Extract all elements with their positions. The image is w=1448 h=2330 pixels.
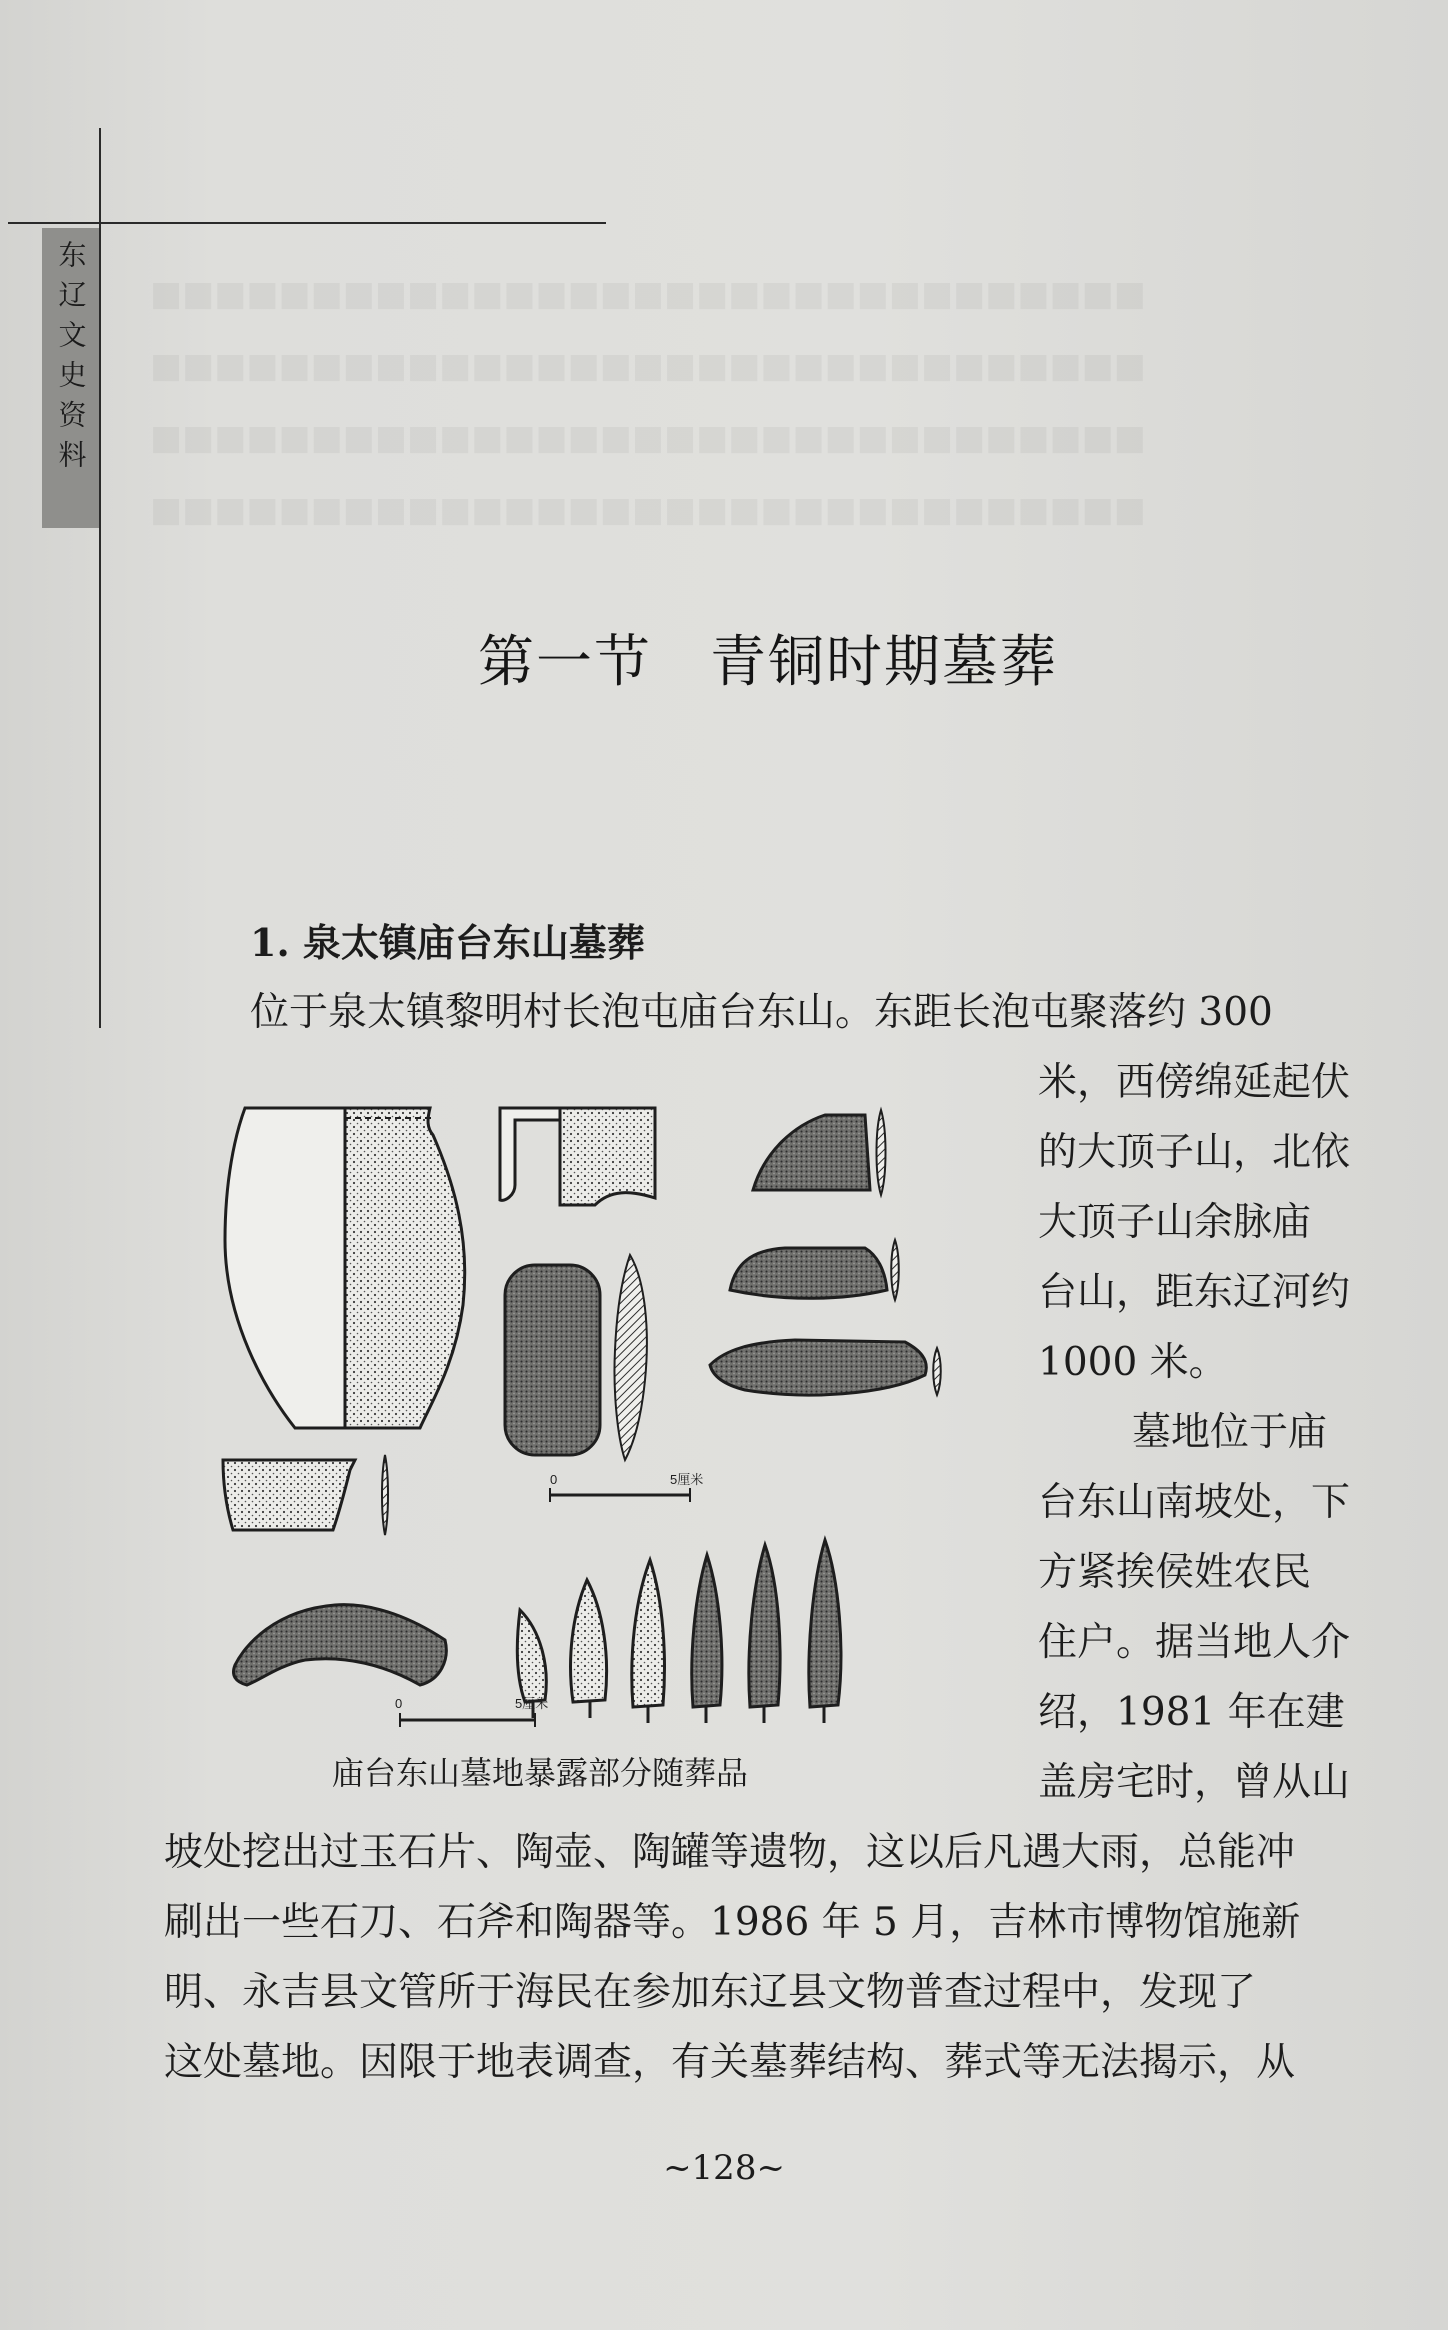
figure-caption: 庙台东山墓地暴露部分随葬品 [332,1754,749,1792]
stone-knife-1 [753,1110,886,1195]
text-line: 位于泉太镇黎明村长泡屯庙台东山。东距长泡屯聚落约 300 [250,990,1273,1035]
stone-axe [505,1255,647,1460]
arrowhead-5 [749,1545,780,1723]
text-line: 台东山南坡处，下 [1038,1480,1351,1525]
text-line: 的大顶子山，北依 [1038,1130,1351,1175]
scale-bar-1 [550,1472,703,1502]
pot-base-fragment [223,1455,388,1535]
arrowhead-2 [571,1580,607,1718]
text-line: 刷出一些石刀、石斧和陶器等。1986 年 5 月，吉林市博物馆施新 [164,1900,1301,1945]
side-label: 东辽文史资料 [54,240,88,480]
text-line: 坡处挖出过玉石片、陶壶、陶罐等遗物，这以后凡遇大雨，总能冲 [164,1830,1296,1875]
margin-rule-vertical [99,128,101,1028]
article-heading: 1. 泉太镇庙台东山墓葬 [250,920,645,965]
pottery-jar [225,1108,465,1428]
bleed-through-text: ■■■■■■■■■■■■■■■■■■■■■■■■■■■■■■■ [150,346,1146,386]
text-line: 台山，距东辽河约 [1038,1270,1351,1315]
side-label-tab [42,228,99,528]
text-line: 墓地位于庙 [1132,1410,1328,1455]
text-line: 明、永吉县文管所于海民在参加东辽县文物普查过程中，发现了 [164,1970,1257,2015]
section-title: 第一节 青铜时期墓葬 [478,630,1058,695]
text-line: 盖房宅时，曾从山 [1038,1760,1351,1805]
text-line: 大顶子山余脉庙 [1038,1200,1312,1245]
curved-fragment [234,1605,447,1685]
text-line: 这处墓地。因限于地表调查，有关墓葬结构、葬式等无法揭示，从 [164,2040,1296,2085]
bleed-through-text: ■■■■■■■■■■■■■■■■■■■■■■■■■■■■■■■ [150,418,1146,458]
stone-knife-3 [710,1340,941,1395]
text-line: 1000 米。 [1038,1340,1228,1385]
text-line: 绍，1981 年在建 [1038,1690,1345,1735]
scale-bar-2 [395,1696,548,1727]
text-line: 方紧挨侯姓农民 [1038,1550,1312,1595]
arrowhead-6 [809,1540,841,1723]
arrowhead-3 [632,1560,665,1723]
scale-label-2: 5厘米 [515,1696,549,1711]
text-line: 住户。据当地人介 [1038,1620,1351,1665]
text-line: 米，西傍绵延起伏 [1038,1060,1351,1105]
arrowhead-4 [692,1555,722,1723]
scale-label-1: 5厘米 [670,1472,704,1487]
margin-rule-horizontal [8,222,606,224]
scale-zero-1: 0 [550,1472,558,1487]
bleed-through-text: ■■■■■■■■■■■■■■■■■■■■■■■■■■■■■■■ [150,490,1146,530]
artifact-illustration [205,1090,1015,1755]
scale-zero-2: 0 [395,1696,403,1711]
stone-knife-2 [730,1240,899,1300]
page-number: ~128~ [663,2148,785,2188]
pot-rim-fragment [500,1108,655,1205]
bleed-through-text: ■■■■■■■■■■■■■■■■■■■■■■■■■■■■■■■ [150,274,1146,314]
